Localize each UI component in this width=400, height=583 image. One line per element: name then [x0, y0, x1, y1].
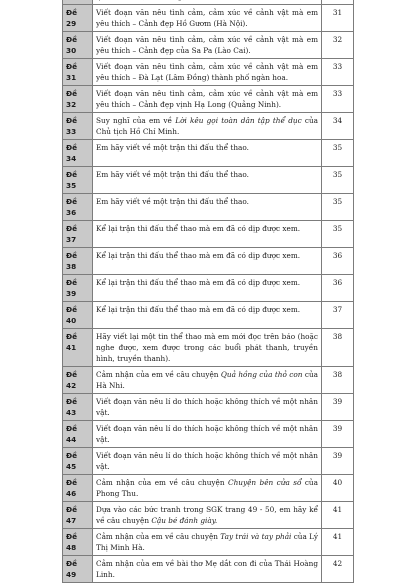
title-text: Em hãy viết về một trận thi đấu thể thao.	[96, 170, 249, 179]
page-margin	[0, 0, 62, 400]
page-number: 40	[322, 475, 354, 502]
toc-row	[63, 448, 354, 475]
exercise-title	[93, 32, 322, 59]
exercise-title	[93, 113, 322, 140]
exercise-title	[93, 502, 322, 529]
exercise-number: Đề 32	[63, 86, 93, 113]
toc-table	[62, 0, 354, 583]
title-italic-text: Chuyện bên cửa sổ	[228, 478, 302, 487]
toc-row	[63, 329, 354, 367]
page-number: 32	[322, 32, 354, 59]
title-text: Cảm nhận của em về câu chuyện	[96, 370, 221, 379]
exercise-title	[93, 275, 322, 302]
exercise-number: Đề 43	[63, 394, 93, 421]
toc-row	[63, 475, 354, 502]
exercise-number: Đề 37	[63, 221, 93, 248]
page-number: 36	[322, 275, 354, 302]
toc-row	[63, 556, 354, 583]
title-text: của Lý Thị Minh Hà.	[96, 532, 319, 552]
toc-row	[63, 529, 354, 556]
exercise-title	[93, 221, 322, 248]
page-number: 36	[322, 248, 354, 275]
exercise-title	[93, 59, 322, 86]
exercise-title	[93, 86, 322, 113]
exercise-title	[93, 167, 322, 194]
page-number: 37	[322, 302, 354, 329]
page-number: 33	[322, 86, 354, 113]
exercise-title	[93, 302, 322, 329]
toc-row	[63, 5, 354, 32]
title-text: Viết đoạn văn nêu lí do thích hoặc không thích về một nhân vật.	[96, 397, 318, 417]
title-text: Viết đoạn văn nêu lí do thích hoặc không thích về một nhân vật.	[96, 451, 318, 471]
exercise-number: Đề 44	[63, 421, 93, 448]
title-text: Kể lại trận thi đấu thể thao mà em đã có dịp được xem.	[96, 305, 301, 314]
table-of-contents	[62, 0, 354, 583]
exercise-title	[93, 367, 322, 394]
exercise-title	[93, 329, 322, 367]
toc-row	[63, 421, 354, 448]
title-italic-text: Cậu bé đánh giày.	[151, 516, 218, 525]
page-number: 38	[322, 367, 354, 394]
title-text: Dựa vào các bức tranh trong SGK trang 49 - 50, em hãy kể về câu chuyện	[96, 505, 318, 525]
page-number: 41	[322, 529, 354, 556]
toc-row	[63, 140, 354, 167]
exercise-number: Đề 46	[63, 475, 93, 502]
exercise-number: Đề 40	[63, 302, 93, 329]
toc-row	[63, 86, 354, 113]
toc-row	[63, 394, 354, 421]
title-text: Hãy viết lại một tin thể thao mà em mới đọc trên báo (hoặc nghe được, xem được trong các buổi phát thanh, truyền hình, truyền thanh).	[96, 332, 318, 363]
toc-row	[63, 32, 354, 59]
exercise-number: Đề 48	[63, 529, 93, 556]
title-italic-text: Lời kêu gọi toàn dân tập thể dục	[175, 116, 302, 125]
exercise-title	[93, 248, 322, 275]
exercise-title	[93, 529, 322, 556]
title-italic-text: Quả hồng của thỏ con	[220, 370, 303, 379]
title-text: Viết đoạn văn nêu lí do thích hoặc không thích về một nhân vật.	[96, 424, 318, 444]
page-number: 35	[322, 221, 354, 248]
exercise-title	[93, 194, 322, 221]
title-text: của Chủ tịch Hồ Chí Minh.	[96, 116, 318, 136]
page-number: 33	[322, 59, 354, 86]
title-text: của Phong Thu.	[96, 478, 318, 498]
toc-row	[63, 302, 354, 329]
exercise-number: Đề 30	[63, 32, 93, 59]
toc-row	[63, 59, 354, 86]
exercise-title	[93, 5, 322, 32]
title-text: Viết đoạn văn nêu tình cảm, cảm xúc về cảnh vật mà em yêu thích – Đà Lạt (Lâm Đồng) thành phố ngàn hoa.	[96, 62, 318, 82]
exercise-number: Đề 41	[63, 329, 93, 367]
exercise-number: Đề 47	[63, 502, 93, 529]
exercise-title	[93, 448, 322, 475]
title-text: Viết đoạn văn nêu tình cảm, cảm xúc về cảnh vật mà em yêu thích – Cảnh đẹp vịnh Hạ Long (Quảng Ninh).	[96, 89, 318, 109]
title-text: Cảm nhận của em về câu chuyện	[96, 478, 228, 487]
exercise-title	[93, 140, 322, 167]
exercise-number: Đề 36	[63, 194, 93, 221]
page-number: 31	[322, 5, 354, 32]
title-text: Suy nghĩ của em về	[96, 116, 176, 125]
title-text: Em hãy viết về một trận thi đấu thể thao.	[96, 197, 249, 206]
toc-row	[63, 248, 354, 275]
exercise-number: Đề 29	[63, 5, 93, 32]
title-text: Cảm nhận của em về bài thơ Mẹ dắt con đi của Thái Hoàng Linh.	[96, 559, 318, 579]
exercise-number: Đề 42	[63, 367, 93, 394]
exercise-number: Đề 34	[63, 140, 93, 167]
exercise-number: Đề 35	[63, 167, 93, 194]
exercise-title	[93, 421, 322, 448]
toc-row	[63, 275, 354, 302]
page-number: 39	[322, 448, 354, 475]
exercise-number: Đề 31	[63, 59, 93, 86]
toc-row	[63, 167, 354, 194]
exercise-title	[93, 556, 322, 583]
toc-row	[63, 502, 354, 529]
page-number: 39	[322, 394, 354, 421]
title-text: Em hãy viết về một trận thi đấu thể thao.	[96, 143, 249, 152]
exercise-title	[93, 475, 322, 502]
title-text: Kể lại trận thi đấu thể thao mà em đã có dịp được xem.	[96, 224, 301, 233]
title-text: Viết đoạn văn nêu tình cảm, cảm xúc về cảnh vật mà em yêu thích – Cảnh đẹp của Sa Pa (Lào Cai).	[96, 35, 318, 55]
title-text: Kể lại trận thi đấu thể thao mà em đã có dịp được xem.	[96, 278, 301, 287]
toc-row	[63, 194, 354, 221]
exercise-number: Đề 49	[63, 556, 93, 583]
page-number: 39	[322, 421, 354, 448]
page-number: 38	[322, 329, 354, 367]
toc-row	[63, 113, 354, 140]
exercise-number: Đề 39	[63, 275, 93, 302]
exercise-number: Đề 38	[63, 248, 93, 275]
toc-row	[63, 221, 354, 248]
title-italic-text: Tay trái và tay phải	[220, 532, 292, 541]
title-text: Kể lại trận thi đấu thể thao mà em đã có dịp được xem.	[96, 251, 301, 260]
title-text: Viết đoạn văn nêu tình cảm, cảm xúc về cảnh vật mà em yêu thích – Cảnh đẹp Hồ Gươm (Hà Nội).	[96, 8, 318, 28]
title-text	[96, 0, 188, 1]
page-number: 35	[322, 194, 354, 221]
page-number: 42	[322, 556, 354, 583]
page-number: 41	[322, 502, 354, 529]
title-text: của Hà Nhi.	[96, 370, 318, 390]
exercise-number: Đề 45	[63, 448, 93, 475]
page-number: 35	[322, 167, 354, 194]
exercise-title	[93, 394, 322, 421]
toc-row	[63, 367, 354, 394]
exercise-number: Đề 33	[63, 113, 93, 140]
title-text: Cảm nhận của em về câu chuyện	[96, 532, 221, 541]
page-number: 35	[322, 140, 354, 167]
page-number: 34	[322, 113, 354, 140]
